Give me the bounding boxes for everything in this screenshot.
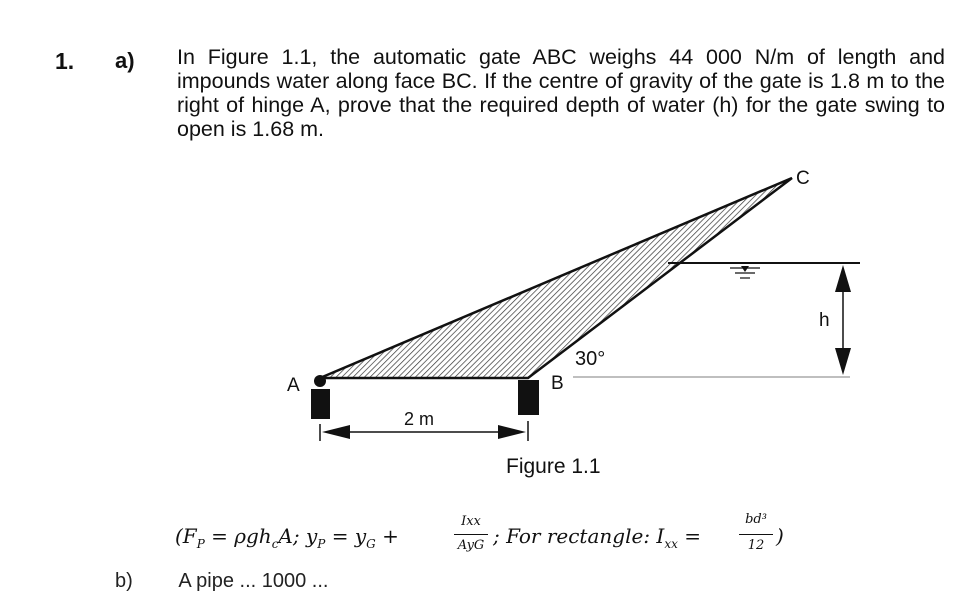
formula-sub-c: c — [271, 537, 279, 551]
question-number: 1. — [55, 48, 75, 74]
next-part-cutoff — [115, 570, 328, 593]
formula-sub-p2: P — [317, 537, 326, 551]
formula-frac1-den: AyG — [457, 538, 485, 553]
label-h: h — [819, 310, 830, 331]
formula-sub-g: G — [366, 537, 376, 551]
hinge-a-icon — [314, 375, 326, 387]
span-arrow-left-icon — [322, 425, 350, 439]
figure-caption: Figure 1.1 — [506, 455, 601, 478]
formula-mid: ; For rectangle: I — [493, 524, 665, 548]
formula-line — [175, 510, 815, 562]
formula-sub-xx: xx — [664, 537, 678, 551]
next-part-label: b) — [115, 570, 133, 592]
formula-frac1-num: Ixx — [461, 514, 481, 529]
span-arrow-right-icon — [498, 425, 526, 439]
water-level-marker-icon — [741, 266, 749, 272]
label-angle: 30° — [575, 348, 606, 370]
label-span: 2 m — [404, 409, 435, 429]
gate-body — [320, 178, 792, 378]
depth-arrow-down-icon — [835, 348, 851, 375]
formula-close: ) — [776, 524, 784, 548]
formula-open: (F — [175, 524, 197, 548]
label-a: A — [287, 375, 300, 396]
formula-eq3: = — [677, 524, 701, 548]
formula-frac2-num: bd³ — [745, 512, 767, 527]
formula-eq2: = y — [325, 524, 367, 548]
formula-eq1: = ρgh — [204, 524, 272, 548]
support-b — [518, 380, 539, 415]
formula-plus: + — [375, 524, 399, 548]
formula-frac1-bar — [454, 534, 488, 535]
question-text: In Figure 1.1, the automatic gate ABC weighs 44 000 N/m of length and impounds water along face BC. If the centre of gravity of the gate is 1.8 m to the right of hinge A, prove that the required depth of water (h) for the gate swing to open is 1.68 m. — [177, 45, 945, 141]
formula-frac2-den: 12 — [747, 538, 765, 553]
label-c: C — [796, 168, 810, 189]
formula-sub-p: P — [196, 537, 205, 551]
depth-arrow-up-icon — [835, 265, 851, 292]
formula-eq1b: A; y — [278, 524, 318, 548]
formula-frac2-bar — [739, 534, 773, 535]
label-b: B — [551, 373, 564, 394]
next-part-text: A pipe ... 1000 ... — [178, 570, 329, 592]
support-a — [311, 389, 330, 419]
question-part-label: a) — [115, 48, 135, 73]
